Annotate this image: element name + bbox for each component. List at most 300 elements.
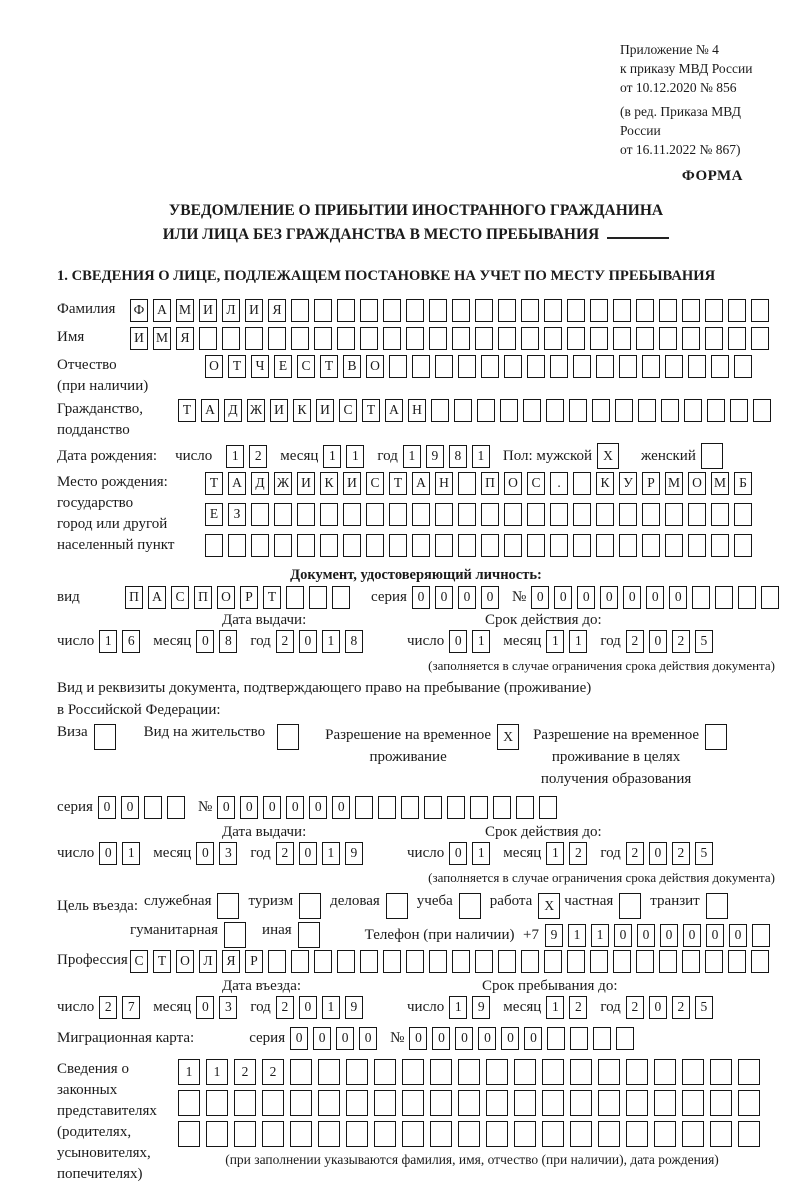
char-box xyxy=(593,1027,611,1050)
char-box xyxy=(318,1090,340,1116)
char-box xyxy=(613,327,631,350)
char-box xyxy=(383,327,401,350)
char-box xyxy=(360,299,378,322)
issue-day-boxes xyxy=(99,630,145,653)
char-box xyxy=(596,534,614,557)
char-box xyxy=(521,950,539,973)
char-box xyxy=(705,299,723,322)
char-box xyxy=(454,399,472,422)
char-box: 0 xyxy=(458,586,476,609)
profession-label: Профессия xyxy=(57,952,128,968)
char-box: 1 xyxy=(122,842,140,865)
char-box: Ч xyxy=(251,355,269,378)
char-box: Я xyxy=(268,299,286,322)
char-box: 0 xyxy=(501,1027,519,1050)
char-box xyxy=(274,534,292,557)
char-box xyxy=(459,893,481,919)
char-box: 7 xyxy=(122,996,140,1019)
char-box: А xyxy=(385,399,403,422)
char-box xyxy=(636,327,654,350)
char-box: Т xyxy=(178,399,196,422)
char-box xyxy=(355,796,373,819)
phone-boxes xyxy=(545,924,775,947)
char-box: 0 xyxy=(600,586,618,609)
char-box xyxy=(613,950,631,973)
char-box: 0 xyxy=(286,796,304,819)
char-box xyxy=(715,586,733,609)
char-box xyxy=(346,1059,368,1085)
char-box xyxy=(710,1121,732,1147)
char-box xyxy=(573,355,591,378)
doc-type-label: вид xyxy=(57,589,80,605)
char-box: 0 xyxy=(196,996,214,1019)
char-box xyxy=(682,950,700,973)
phone-label: Телефон (при наличии) xyxy=(364,926,515,943)
char-box xyxy=(659,327,677,350)
char-box: 5 xyxy=(695,630,713,653)
char-box xyxy=(711,503,729,526)
char-box xyxy=(738,1121,760,1147)
char-box: А xyxy=(201,399,219,422)
stay-until-date: число 1 9 месяц 1 2 год 2 0 2 5 xyxy=(407,996,726,1019)
char-box xyxy=(475,327,493,350)
doc-type-boxes xyxy=(125,586,355,609)
entry-year-boxes xyxy=(276,996,368,1019)
char-box: М xyxy=(665,472,683,495)
char-box xyxy=(452,299,470,322)
char-box xyxy=(642,355,660,378)
residence-permit-label: Вид на жительство xyxy=(143,724,266,740)
char-box: 2 xyxy=(672,630,690,653)
residence-permit-option xyxy=(144,724,299,750)
char-box: Т xyxy=(153,950,171,973)
char-box xyxy=(701,443,723,469)
char-box: 0 xyxy=(623,586,641,609)
char-box xyxy=(626,1059,648,1085)
char-box xyxy=(665,534,683,557)
char-box xyxy=(500,399,518,422)
char-box: 1 xyxy=(226,445,244,468)
char-box: 1 xyxy=(546,842,564,865)
char-box: И xyxy=(297,472,315,495)
char-box xyxy=(661,399,679,422)
purpose-humanitarian-checkbox xyxy=(224,922,246,948)
char-box: 0 xyxy=(614,924,632,947)
char-box xyxy=(598,1090,620,1116)
section-1-heading: 1. СВЕДЕНИЯ О ЛИЦЕ, ПОДЛЕЖАЩЕМ ПОСТАНОВКЕ НА УЧЕТ ПО МЕСТУ ПРЕБЫВАНИЯ xyxy=(57,268,716,284)
char-box xyxy=(682,299,700,322)
char-box: 1 xyxy=(568,924,586,947)
residence-issue-date: число 0 1 месяц 0 3 год 2 0 1 9 xyxy=(57,842,775,865)
char-box xyxy=(570,1027,588,1050)
surname-label: Фамилия xyxy=(57,301,116,317)
char-box xyxy=(728,950,746,973)
temporary-residence-education-label: Разрешение на временное проживание в целях получения образования xyxy=(533,727,700,787)
char-box xyxy=(262,1090,284,1116)
char-box xyxy=(616,1027,634,1050)
char-box: 0 xyxy=(309,796,327,819)
char-box: 9 xyxy=(472,996,490,1019)
char-box xyxy=(544,299,562,322)
char-box xyxy=(205,534,223,557)
char-box xyxy=(430,1121,452,1147)
char-box: 0 xyxy=(313,1027,331,1050)
migration-card-row xyxy=(57,1027,775,1050)
char-box xyxy=(406,299,424,322)
purpose-humanitarian: гуманитарная xyxy=(130,922,246,948)
residence-number-boxes xyxy=(217,796,562,819)
residence-permit-checkbox xyxy=(277,724,299,750)
char-box: И xyxy=(245,299,263,322)
purpose-other-checkbox xyxy=(298,922,320,948)
char-box xyxy=(458,355,476,378)
char-box: А xyxy=(228,472,246,495)
char-box xyxy=(738,1090,760,1116)
char-box: А xyxy=(412,472,430,495)
char-box xyxy=(527,503,545,526)
representatives-row-1 xyxy=(178,1059,766,1085)
char-box xyxy=(458,1090,480,1116)
char-box xyxy=(544,950,562,973)
char-box xyxy=(516,796,534,819)
page-title xyxy=(57,199,775,247)
char-box xyxy=(751,950,769,973)
char-box: 2 xyxy=(234,1059,256,1085)
char-box xyxy=(346,1121,368,1147)
char-box xyxy=(286,586,304,609)
char-box: 1 xyxy=(591,924,609,947)
residence-issue-year-boxes xyxy=(276,842,368,865)
char-box xyxy=(435,534,453,557)
temporary-residence-label: Разрешение на временное проживание xyxy=(325,727,492,765)
char-box: 0 xyxy=(332,796,350,819)
residence-series-label: серия xyxy=(57,799,93,815)
char-box: 0 xyxy=(683,924,701,947)
char-box: 0 xyxy=(299,630,317,653)
char-box xyxy=(728,299,746,322)
char-box xyxy=(521,327,539,350)
char-box xyxy=(401,796,419,819)
char-box xyxy=(374,1059,396,1085)
char-box: Т xyxy=(320,355,338,378)
char-box: 1 xyxy=(403,445,421,468)
char-box xyxy=(291,327,309,350)
char-box xyxy=(228,534,246,557)
char-box xyxy=(378,796,396,819)
entry-date: число 2 7 месяц 0 3 год 2 0 1 9 xyxy=(57,996,775,1019)
identity-doc-type-row xyxy=(57,586,775,609)
char-box xyxy=(569,399,587,422)
char-box: 1 xyxy=(346,445,364,468)
stay-until-header: Срок пребывания до: xyxy=(482,978,618,994)
sex-male-label: Пол: мужской xyxy=(502,447,593,464)
char-box xyxy=(498,299,516,322)
phone-prefix: +7 xyxy=(523,926,539,943)
char-box: И xyxy=(130,327,148,350)
char-box xyxy=(383,299,401,322)
char-box xyxy=(730,399,748,422)
char-box: 0 xyxy=(637,924,655,947)
char-box: Ж xyxy=(247,399,265,422)
char-box xyxy=(144,796,162,819)
residence-valid-day-boxes xyxy=(449,842,495,865)
char-box: Т xyxy=(263,586,281,609)
char-box xyxy=(705,724,727,750)
char-box xyxy=(274,503,292,526)
char-box: С xyxy=(171,586,189,609)
char-box xyxy=(550,503,568,526)
char-box xyxy=(642,503,660,526)
char-box xyxy=(521,299,539,322)
purpose-study-checkbox xyxy=(459,893,481,919)
char-box xyxy=(734,503,752,526)
char-box: 0 xyxy=(706,924,724,947)
purpose-private: частная xyxy=(564,893,641,919)
char-box: О xyxy=(217,586,235,609)
title-line-2: ИЛИ ЛИЦА БЕЗ ГРАЖДАНСТВА В МЕСТО ПРЕБЫВАНИЯ xyxy=(57,223,775,247)
sex-male-checkbox xyxy=(597,443,619,469)
char-box xyxy=(504,503,522,526)
char-box xyxy=(527,534,545,557)
visa-label: Виза xyxy=(57,724,88,740)
char-box xyxy=(688,355,706,378)
valid-until-header: Срок действия до: xyxy=(485,612,602,628)
char-box xyxy=(475,950,493,973)
char-box: Д xyxy=(251,472,269,495)
char-box xyxy=(659,950,677,973)
char-box: 1 xyxy=(178,1059,200,1085)
birth-place-label: Место рождения: государство город или другой населенный пункт xyxy=(57,474,175,553)
char-box xyxy=(692,586,710,609)
representatives-row-3 xyxy=(178,1121,766,1147)
char-box xyxy=(738,1059,760,1085)
char-box: Р xyxy=(245,950,263,973)
representatives-row-2 xyxy=(178,1090,766,1116)
temporary-residence-education-option xyxy=(533,724,727,790)
char-box: 0 xyxy=(649,630,667,653)
char-box xyxy=(665,503,683,526)
char-box: 0 xyxy=(455,1027,473,1050)
patronymic-sublabel: (при наличии) xyxy=(57,378,149,394)
char-box xyxy=(570,1059,592,1085)
char-box xyxy=(435,355,453,378)
char-box: М xyxy=(711,472,729,495)
char-box xyxy=(251,534,269,557)
char-box xyxy=(598,1121,620,1147)
char-box xyxy=(199,327,217,350)
char-box xyxy=(458,534,476,557)
char-box xyxy=(291,950,309,973)
purpose-other: иная xyxy=(262,922,320,948)
char-box: 6 xyxy=(122,630,140,653)
char-box: 3 xyxy=(219,996,237,1019)
char-box xyxy=(470,796,488,819)
char-box: Т xyxy=(205,472,223,495)
issue-month-boxes xyxy=(196,630,242,653)
amendment-date-line: от 16.11.2022 № 867) xyxy=(620,142,741,157)
char-box xyxy=(458,1121,480,1147)
char-box: К xyxy=(596,472,614,495)
citizenship-boxes xyxy=(178,399,776,422)
char-box xyxy=(402,1059,424,1085)
char-box xyxy=(366,503,384,526)
surname-boxes xyxy=(130,299,774,322)
char-box xyxy=(711,534,729,557)
char-box: А xyxy=(148,586,166,609)
visa-checkbox xyxy=(94,724,116,750)
char-box xyxy=(590,299,608,322)
char-box xyxy=(654,1059,676,1085)
char-box xyxy=(217,893,239,919)
char-box: В xyxy=(343,355,361,378)
char-box xyxy=(374,1090,396,1116)
doc-series-label: серия xyxy=(371,589,407,605)
char-box xyxy=(452,327,470,350)
char-box: 5 xyxy=(695,996,713,1019)
patronymic-row xyxy=(57,355,775,397)
char-box xyxy=(596,503,614,526)
char-box: 9 xyxy=(345,842,363,865)
char-box: С xyxy=(130,950,148,973)
citizenship-label: Гражданство, подданство xyxy=(57,401,144,438)
purpose-business-checkbox xyxy=(386,893,408,919)
char-box xyxy=(234,1090,256,1116)
purpose-work: работа X xyxy=(490,893,561,919)
residence-valid-date: число 0 1 месяц 1 2 год 2 0 2 5 xyxy=(407,842,726,865)
char-box xyxy=(592,399,610,422)
migration-number-label: № xyxy=(390,1030,405,1046)
citizenship-row xyxy=(57,399,775,441)
char-box: И xyxy=(199,299,217,322)
residence-issue-header: Дата выдачи: xyxy=(222,824,307,840)
char-box xyxy=(360,327,378,350)
residence-dates-row xyxy=(57,842,775,868)
phone-field xyxy=(523,924,775,947)
valid-year-boxes xyxy=(626,630,718,653)
birth-place-block xyxy=(57,472,775,565)
char-box: 0 xyxy=(196,842,214,865)
char-box xyxy=(504,355,522,378)
regulation-reference xyxy=(620,40,775,159)
char-box: 0 xyxy=(435,586,453,609)
purpose-private-checkbox xyxy=(619,893,641,919)
char-box: 2 xyxy=(569,996,587,1019)
identity-valid-date: число 0 1 месяц 1 1 год 2 0 2 5 xyxy=(407,630,726,653)
char-box: 9 xyxy=(426,445,444,468)
birth-month-boxes xyxy=(323,445,369,468)
char-box xyxy=(613,299,631,322)
char-box: X xyxy=(538,893,560,919)
char-box xyxy=(573,503,591,526)
char-box: 0 xyxy=(481,586,499,609)
char-box: Н xyxy=(435,472,453,495)
doc-number-boxes xyxy=(531,586,784,609)
char-box: 2 xyxy=(626,996,644,1019)
char-box xyxy=(314,327,332,350)
char-box xyxy=(550,355,568,378)
char-box xyxy=(615,399,633,422)
temporary-residence-option xyxy=(325,724,519,768)
representatives-rows xyxy=(178,1059,766,1168)
char-box xyxy=(337,327,355,350)
char-box xyxy=(626,1121,648,1147)
char-box xyxy=(309,586,327,609)
char-box xyxy=(298,922,320,948)
char-box xyxy=(222,327,240,350)
char-box: 0 xyxy=(524,1027,542,1050)
char-box xyxy=(268,950,286,973)
char-box: 2 xyxy=(626,630,644,653)
char-box: О xyxy=(688,472,706,495)
char-box xyxy=(706,893,728,919)
birth-date-row: Дата рождения: число 1 2 месяц 1 1 год 1 9 8 1 Пол: мужской X женский xyxy=(57,443,775,469)
char-box: 0 xyxy=(729,924,747,947)
identity-dates-row xyxy=(57,630,775,656)
char-box: С xyxy=(366,472,384,495)
char-box: К xyxy=(320,472,338,495)
char-box xyxy=(206,1121,228,1147)
char-box xyxy=(297,534,315,557)
char-box xyxy=(682,1121,704,1147)
char-box xyxy=(402,1090,424,1116)
residence-validity-note: (заполняется в случае ограничения срока действия документа) xyxy=(428,870,775,885)
stay-month-boxes xyxy=(546,996,592,1019)
char-box xyxy=(596,355,614,378)
temporary-residence-checkbox xyxy=(497,724,519,750)
char-box xyxy=(481,355,499,378)
char-box xyxy=(707,399,725,422)
char-box xyxy=(318,1121,340,1147)
char-box xyxy=(290,1090,312,1116)
char-box xyxy=(539,796,557,819)
char-box: Т xyxy=(228,355,246,378)
char-box: X xyxy=(497,724,519,750)
char-box xyxy=(751,327,769,350)
char-box: 0 xyxy=(290,1027,308,1050)
char-box xyxy=(567,950,585,973)
residence-date-headers xyxy=(57,824,775,841)
char-box xyxy=(435,503,453,526)
char-box xyxy=(412,355,430,378)
char-box xyxy=(638,399,656,422)
char-box xyxy=(728,327,746,350)
purpose-tourism-checkbox xyxy=(299,893,321,919)
char-box xyxy=(514,1090,536,1116)
entry-purpose-label: Цель въезда: xyxy=(57,897,138,914)
char-box: 1 xyxy=(472,445,490,468)
char-box xyxy=(206,1090,228,1116)
char-box: 1 xyxy=(546,996,564,1019)
purpose-study: учеба xyxy=(417,893,481,919)
char-box: П xyxy=(125,586,143,609)
purpose-official-checkbox xyxy=(217,893,239,919)
char-box xyxy=(493,796,511,819)
char-box xyxy=(711,355,729,378)
char-box xyxy=(167,796,185,819)
order-line: к приказу МВД России xyxy=(620,61,753,76)
surname-row xyxy=(57,299,775,322)
title-blank-underline xyxy=(607,235,669,239)
char-box: 0 xyxy=(531,586,549,609)
birth-place-row-2 xyxy=(205,503,757,526)
residence-doc-intro-2: в Российской Федерации: xyxy=(57,702,221,718)
char-box: С xyxy=(527,472,545,495)
profession-boxes xyxy=(130,950,774,973)
char-box xyxy=(178,1121,200,1147)
char-box xyxy=(234,1121,256,1147)
char-box: 9 xyxy=(545,924,563,947)
char-box xyxy=(383,950,401,973)
